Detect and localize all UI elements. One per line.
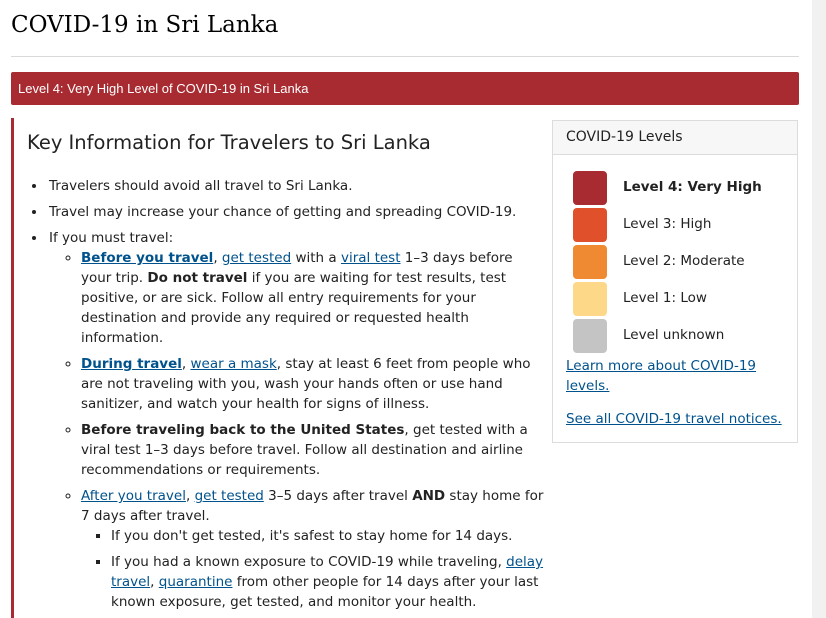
key-information-panel bbox=[11, 118, 544, 618]
level-1-label: Level 1: Low bbox=[623, 290, 707, 306]
level-3-label: Level 3: High bbox=[623, 216, 712, 232]
see-all-travel-notices-link[interactable]: See all COVID-19 travel notices. bbox=[566, 411, 782, 427]
list-item-stay-home: ▪ If you don't get tested, it's safest to stay home for 14 days. bbox=[111, 526, 547, 546]
list-item-travel-risk: • Travel may increase your chance of getting and spreading COVID-19. bbox=[47, 202, 547, 222]
if-you-must-travel-text: If you must travel: bbox=[49, 230, 174, 246]
before-text-3: if you are waiting for test results, test positive, or are sick. Follow all entry requirements for your destination and provide any required or requested health information. bbox=[81, 270, 507, 346]
level-banner: Level 4: Very High Level of COVID-19 in Sri Lanka bbox=[11, 72, 799, 105]
do-not-travel-text: Do not travel bbox=[147, 270, 248, 286]
wear-a-mask-link[interactable]: wear a mask bbox=[190, 356, 277, 372]
exposure-sep: , bbox=[150, 574, 159, 590]
before-traveling-back-text: Before traveling back to the United States bbox=[81, 422, 405, 438]
level-4-label: Level 4: Very High bbox=[623, 179, 762, 195]
get-tested-link[interactable]: get tested bbox=[221, 250, 292, 266]
list-item-before-travel bbox=[81, 248, 547, 348]
level-2-row bbox=[573, 245, 788, 279]
before-you-travel-link[interactable]: Before you travel bbox=[81, 250, 214, 266]
learn-more-levels-link[interactable]: Learn more about COVID-19 levels. bbox=[566, 358, 757, 394]
title-divider bbox=[11, 56, 799, 57]
exposure-text-1: If you had a known exposure to COVID-19 while traveling, bbox=[111, 554, 507, 570]
list-item-returning bbox=[81, 420, 547, 480]
quarantine-link[interactable]: quarantine bbox=[158, 574, 233, 590]
before-text-2: 1–3 days before your trip. bbox=[81, 250, 513, 286]
covid-levels-heading: COVID-19 Levels bbox=[553, 121, 797, 155]
level-3-swatch bbox=[573, 208, 607, 242]
list-item-avoid-travel: • Travelers should avoid all travel to Sri Lanka. bbox=[47, 176, 547, 196]
level-4-row bbox=[573, 171, 788, 205]
after-travel-sub-list bbox=[81, 526, 547, 612]
level-unknown-swatch bbox=[573, 319, 607, 353]
before-sep: , bbox=[213, 250, 222, 266]
level-1-swatch bbox=[573, 282, 607, 316]
scrollbar-track[interactable] bbox=[812, 0, 826, 618]
and-text: AND bbox=[412, 488, 446, 504]
delay-travel-link[interactable]: delay travel bbox=[111, 554, 544, 590]
level-4-swatch bbox=[573, 171, 607, 205]
during-travel-link[interactable]: During travel bbox=[81, 356, 182, 372]
returning-text-1: , get tested with a viral test 1–3 days before travel. Follow all destination and airline recommendations or requirements. bbox=[81, 422, 528, 478]
viral-test-link[interactable]: viral test bbox=[340, 250, 401, 266]
during-sep: , bbox=[181, 356, 191, 372]
level-unknown-row bbox=[573, 319, 788, 353]
level-2-label: Level 2: Moderate bbox=[623, 253, 745, 269]
level-3-row bbox=[573, 208, 788, 242]
key-information-heading: Key Information for Travelers to Sri Lanka bbox=[27, 131, 431, 154]
before-text-1: with a bbox=[291, 250, 341, 266]
during-text-1: , stay at least 6 feet from people who are not traveling with you, wash your hands often or use hand sanitizer, and watch your health for signs of illness. bbox=[81, 356, 531, 412]
level-unknown-label: Level unknown bbox=[623, 327, 725, 343]
exposure-text-2: from other people for 14 days after your last known exposure, get tested, and monitor your health. bbox=[111, 574, 539, 610]
after-text-2: stay home for 7 days after travel. bbox=[81, 488, 544, 524]
list-item-during-travel bbox=[81, 354, 547, 414]
level-1-row bbox=[573, 282, 788, 316]
after-text-1: 3–5 days after travel bbox=[263, 488, 413, 504]
level-2-swatch bbox=[573, 245, 607, 279]
after-get-tested-link[interactable]: get tested bbox=[194, 488, 264, 504]
page-title: COVID-19 in Sri Lanka bbox=[11, 12, 279, 38]
list-item-after-travel bbox=[81, 486, 547, 612]
travel-steps-list bbox=[49, 248, 547, 612]
key-information-list bbox=[27, 176, 547, 618]
list-item-if-you-must-travel bbox=[47, 228, 547, 612]
covid-levels-panel bbox=[552, 120, 798, 443]
after-sep: , bbox=[185, 488, 195, 504]
list-item-known-exposure bbox=[111, 552, 547, 612]
after-you-travel-link[interactable]: After you travel bbox=[81, 488, 186, 504]
